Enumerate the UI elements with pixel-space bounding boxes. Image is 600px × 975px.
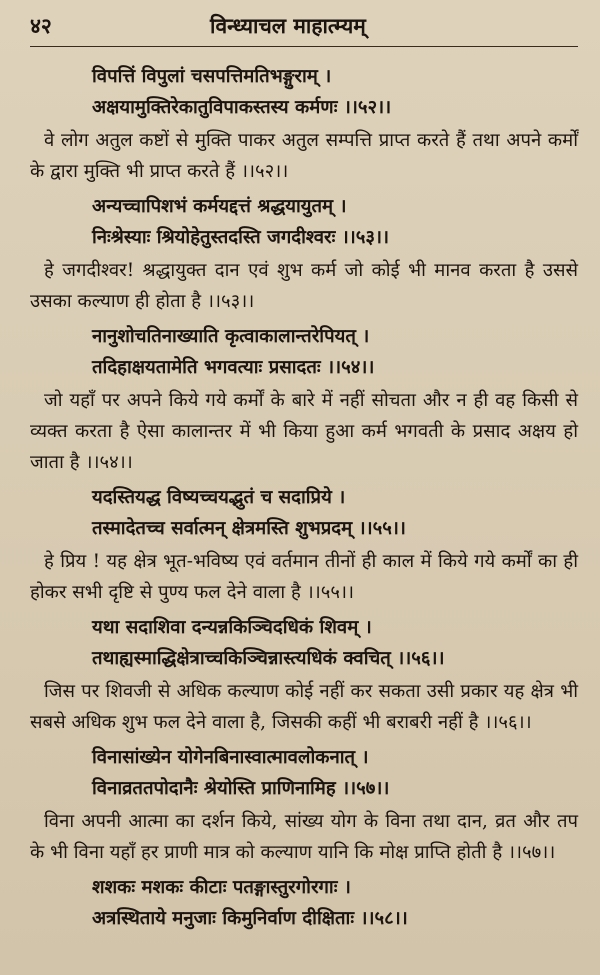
running-title: विन्ध्याचल माहात्म्यम् <box>210 13 366 38</box>
verse-block-54 <box>30 321 578 478</box>
verse-block-56 <box>30 612 578 738</box>
verse-line: नानुशोचतिनाख्याति कृत्वाकालान्तरेपियत् । <box>92 326 370 347</box>
translation-paragraph: वे लोग अतुल कष्टों से मुक्ति पाकर अतुल सम्पत्ति प्राप्त करते हैं तथा अपने कर्मों के द्वारा मुक्ति भी प्राप्त करते हैं ।।५२।। <box>30 130 578 182</box>
verse-line: अन्यच्चापिशभं कर्मयद्दत्तं श्रद्धयायुतम् । <box>92 196 347 217</box>
verse-block-53 <box>30 191 578 317</box>
verse-line: विनासांख्येन योगेनबिनास्वात्मावलोकनात् । <box>92 747 369 768</box>
verse-line: तथाह्यस्माद्धिक्षेत्राच्चकिञ्चिन्नास्त्यधिकं क्वचित् ।।५६।। <box>92 648 445 669</box>
verse-line: निःश्रेस्याः श्रियोहेतुस्तदस्ति जगदीश्वरः ।।५३।। <box>92 227 390 248</box>
verse-block-52 <box>30 61 578 187</box>
verse-line: विनाव्रततपोदानैः श्रेयोस्ति प्राणिनामिह ।।५७।। <box>92 778 390 799</box>
verse-line: तदिहाक्षयतामेति भगवत्याः प्रसादतः ।।५४।। <box>92 357 375 378</box>
verse-block-57 <box>30 742 578 868</box>
verse-line: यथा सदाशिवा दन्यन्नकिञ्चिदधिकं शिवम् । <box>92 617 372 638</box>
translation-paragraph: हे जगदीश्वर! श्रद्धायुक्त दान एवं शुभ कर्म जो कोई भी मानव करता है उससे उसका कल्याण ही होता है ।।५३।। <box>30 260 578 312</box>
verse-line: अत्रस्थिताये मनुजाः किमुनिर्वाण दीक्षिताः ।।५८।। <box>92 908 408 929</box>
translation-paragraph: जिस पर शिवजी से अधिक कल्याण कोई नहीं कर सकता उसी प्रकार यह क्षेत्र भी सबसे अधिक शुभ फल देने वाला है, जिसकी कहीं भी बराबरी नहीं है ।।५६।। <box>30 681 578 733</box>
page-header <box>30 12 578 47</box>
translation-paragraph: जो यहाँ पर अपने किये गये कर्मों के बारे में नहीं सोचता और न ही वह किसी से व्यक्त करता है ऐसा कालान्तर में भी किया हुआ कर्म भगवती के प्रसाद अक्षय हो जाता है ।।५४।। <box>30 390 578 473</box>
verse-line: अक्षयामुक्तिरेकातुविपाकस्तस्य कर्मणः ।।५२।। <box>92 97 392 118</box>
verse-line: विपत्तिं विपुलां चसपत्तिमतिभङ्गुराम् । <box>92 66 332 87</box>
translation-paragraph: हे प्रिय ! यह क्षेत्र भूत-भविष्य एवं वर्तमान तीनों ही काल में किये गये कर्मों का ही होकर सभी दृष्टि से पुण्य फल देने वाला है ।।५५।। <box>30 551 578 603</box>
translation-paragraph: विना अपनी आत्मा का दर्शन किये, सांख्य योग के विना तथा दान, व्रत और तप के भी विना यहाँ हर प्राणी मात्र को कल्याण यानि कि मोक्ष प्राप्ति होती है ।।५७।। <box>30 811 578 863</box>
verse-line: यदस्तियद्ध विष्यच्चयद्भुतं च सदाप्रिये । <box>92 487 346 508</box>
verse-block-58 <box>30 872 578 934</box>
page-number: ४२ <box>30 13 52 38</box>
verse-block-55 <box>30 482 578 608</box>
verse-line: तस्मादेतच्च सर्वात्मन् क्षेत्रमस्ति शुभप्रदम् ।।५५।। <box>92 518 406 539</box>
verse-line: शशकः मशकः कीटाः पतङ्गास्तुरगोरगाः । <box>92 877 351 898</box>
